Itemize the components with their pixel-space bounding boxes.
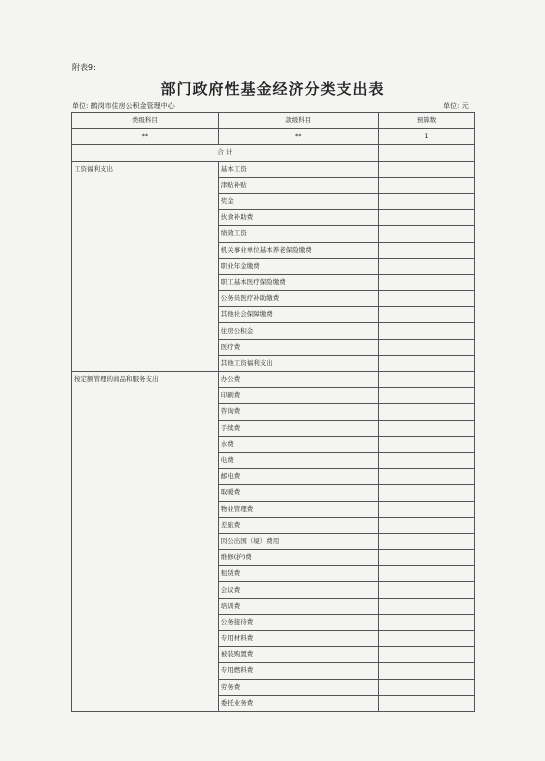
subcategory-cell: 维修(护)费 bbox=[218, 550, 378, 566]
table-row bbox=[72, 372, 475, 388]
budget-cell bbox=[378, 614, 474, 630]
budget-cell bbox=[378, 550, 474, 566]
category-cell: 工资福利支出 bbox=[72, 161, 219, 371]
budget-cell bbox=[378, 420, 474, 436]
budget-cell bbox=[378, 307, 474, 323]
subcategory-cell: 专用燃料费 bbox=[218, 663, 378, 679]
subcategory-cell: 委托业务费 bbox=[218, 695, 378, 711]
expenditure-table bbox=[71, 112, 475, 712]
subcategory-cell: 培训费 bbox=[218, 598, 378, 614]
subcategory-cell: 职工基本医疗保险缴费 bbox=[218, 274, 378, 290]
column-header-category: 类级科目 bbox=[72, 113, 219, 129]
subcategory-cell: 职业年金缴费 bbox=[218, 258, 378, 274]
subcategory-cell: 奖金 bbox=[218, 193, 378, 209]
budget-cell bbox=[378, 323, 474, 339]
total-row bbox=[72, 145, 475, 161]
unit-currency: 单位: 元 bbox=[443, 102, 469, 110]
subcategory-cell: 伙食补助费 bbox=[218, 210, 378, 226]
category-cell: 按定额管理的商品和服务支出 bbox=[72, 372, 219, 712]
subcategory-cell: 取暖费 bbox=[218, 485, 378, 501]
budget-cell bbox=[378, 566, 474, 582]
table-row bbox=[72, 161, 475, 177]
budget-cell bbox=[378, 663, 474, 679]
budget-cell bbox=[378, 501, 474, 517]
subcategory-cell: 被装购置费 bbox=[218, 647, 378, 663]
table-header-row bbox=[72, 113, 475, 129]
budget-cell bbox=[378, 404, 474, 420]
subcategory-cell: 其他工资福利支出 bbox=[218, 355, 378, 371]
code-row bbox=[72, 129, 475, 145]
subcategory-cell: 物业管理费 bbox=[218, 501, 378, 517]
subcategory-cell: 医疗费 bbox=[218, 339, 378, 355]
column-header-subcategory: 款级科目 bbox=[218, 113, 378, 129]
budget-cell bbox=[378, 274, 474, 290]
budget-cell bbox=[378, 161, 474, 177]
budget-cell bbox=[378, 388, 474, 404]
budget-cell bbox=[378, 517, 474, 533]
total-label: 合 计 bbox=[72, 145, 379, 161]
budget-cell bbox=[378, 291, 474, 307]
budget-cell bbox=[378, 258, 474, 274]
code-cell: ** bbox=[218, 129, 378, 145]
budget-cell bbox=[378, 647, 474, 663]
total-value bbox=[378, 145, 474, 161]
budget-cell bbox=[378, 469, 474, 485]
budget-cell bbox=[378, 193, 474, 209]
subcategory-cell: 租赁费 bbox=[218, 566, 378, 582]
budget-cell bbox=[378, 372, 474, 388]
budget-cell bbox=[378, 695, 474, 711]
budget-cell bbox=[378, 582, 474, 598]
budget-cell bbox=[378, 339, 474, 355]
subcategory-cell: 绩效工资 bbox=[218, 226, 378, 242]
subcategory-cell: 会议费 bbox=[218, 582, 378, 598]
budget-cell bbox=[378, 355, 474, 371]
budget-cell bbox=[378, 452, 474, 468]
subcategory-cell: 咨询费 bbox=[218, 404, 378, 420]
subcategory-cell: 因公出国（境）费用 bbox=[218, 533, 378, 549]
subcategory-cell: 机关事业单位基本养老保险缴费 bbox=[218, 242, 378, 258]
unit-organization: 单位: 鹤岗市住房公积金管理中心 bbox=[72, 102, 175, 110]
budget-cell bbox=[378, 436, 474, 452]
code-cell: 1 bbox=[378, 129, 474, 145]
budget-cell bbox=[378, 485, 474, 501]
subcategory-cell: 水费 bbox=[218, 436, 378, 452]
budget-cell bbox=[378, 598, 474, 614]
budget-cell bbox=[378, 533, 474, 549]
budget-cell bbox=[378, 631, 474, 647]
subcategory-cell: 专用材料费 bbox=[218, 631, 378, 647]
budget-cell bbox=[378, 226, 474, 242]
budget-cell bbox=[378, 679, 474, 695]
subcategory-cell: 邮电费 bbox=[218, 469, 378, 485]
subcategory-cell: 办公费 bbox=[218, 372, 378, 388]
budget-cell bbox=[378, 242, 474, 258]
page-title: 部门政府性基金经济分类支出表 bbox=[160, 80, 385, 98]
subcategory-cell: 公务接待费 bbox=[218, 614, 378, 630]
budget-cell bbox=[378, 177, 474, 193]
subcategory-cell: 津贴补贴 bbox=[218, 177, 378, 193]
code-cell: ** bbox=[72, 129, 219, 145]
subcategory-cell: 其他社会保障缴费 bbox=[218, 307, 378, 323]
budget-cell bbox=[378, 210, 474, 226]
subcategory-cell: 差旅费 bbox=[218, 517, 378, 533]
subcategory-cell: 手续费 bbox=[218, 420, 378, 436]
subcategory-cell: 电费 bbox=[218, 452, 378, 468]
column-header-budget: 预算数 bbox=[378, 113, 474, 129]
subcategory-cell: 基本工资 bbox=[218, 161, 378, 177]
attachment-label: 附表9: bbox=[72, 63, 96, 72]
subcategory-cell: 劳务费 bbox=[218, 679, 378, 695]
subcategory-cell: 印刷费 bbox=[218, 388, 378, 404]
subcategory-cell: 住房公积金 bbox=[218, 323, 378, 339]
subcategory-cell: 公务员医疗补助缴费 bbox=[218, 291, 378, 307]
